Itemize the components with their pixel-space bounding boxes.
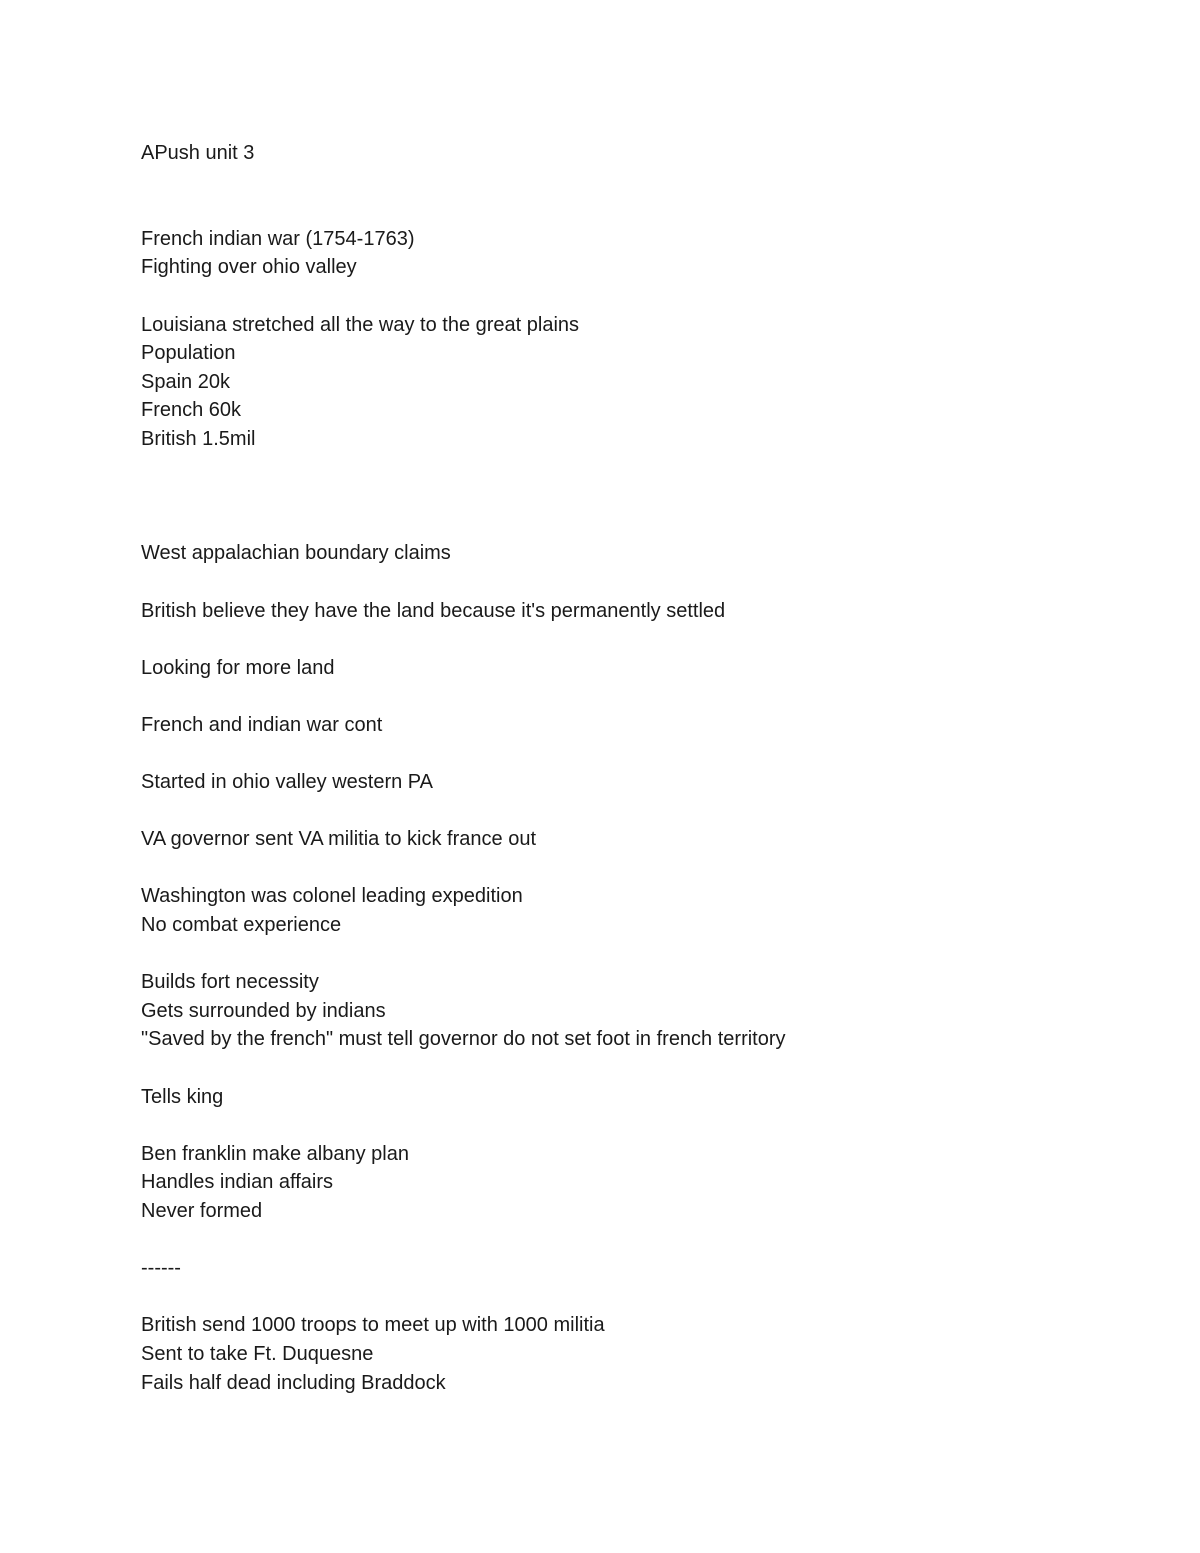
note-line: Builds fort necessity [141, 971, 319, 994]
note-line: French indian war (1754-1763) [141, 227, 415, 250]
spacer [141, 454, 1121, 540]
spacer [141, 282, 1121, 311]
spacer [141, 168, 1121, 225]
note-line: Population [141, 342, 236, 365]
note-line: Never formed [141, 1199, 263, 1222]
note-line: British believe they have the land because it's permanently settled [141, 599, 726, 622]
note-line: Handles indian affairs [141, 1171, 333, 1194]
note-line: Gets surrounded by indians [141, 999, 386, 1022]
spacer [141, 1054, 1121, 1083]
spacer [141, 1111, 1121, 1140]
spacer [141, 940, 1121, 969]
note-line: Louisiana stretched all the way to the great plains [141, 313, 580, 336]
note-line: Ben franklin make albany plan [141, 1142, 409, 1165]
section-divider: ------ [141, 1257, 181, 1280]
spacer [141, 625, 1121, 654]
document-body [141, 139, 1121, 1397]
spacer [141, 854, 1121, 883]
document-title: APush unit 3 [141, 142, 255, 164]
spacer [141, 739, 1121, 768]
spacer [141, 682, 1121, 711]
note-line: Fighting over ohio valley [141, 256, 357, 279]
note-line: "Saved by the french" must tell governor do not set foot in french territory [141, 1028, 786, 1051]
note-line: Sent to take Ft. Duquesne [141, 1342, 374, 1365]
note-line: Fails half dead including Braddock [141, 1371, 446, 1394]
spacer [141, 568, 1121, 597]
note-line: Tells king [141, 1085, 224, 1108]
note-line: West appalachian boundary claims [141, 542, 451, 565]
spacer [141, 1283, 1121, 1312]
note-line: French and indian war cont [141, 713, 383, 736]
spacer [141, 797, 1121, 826]
note-line: Washington was colonel leading expedition [141, 885, 523, 908]
note-line: No combat experience [141, 914, 342, 937]
note-line: British 1.5mil [141, 427, 256, 450]
note-line: VA governor sent VA militia to kick france out [141, 828, 536, 851]
spacer [141, 1226, 1121, 1255]
note-line: British send 1000 troops to meet up with 1000 militia [141, 1314, 605, 1337]
note-line: Looking for more land [141, 656, 335, 679]
note-line: Spain 20k [141, 370, 230, 393]
note-line: Started in ohio valley western PA [141, 771, 434, 794]
note-line: French 60k [141, 399, 242, 422]
